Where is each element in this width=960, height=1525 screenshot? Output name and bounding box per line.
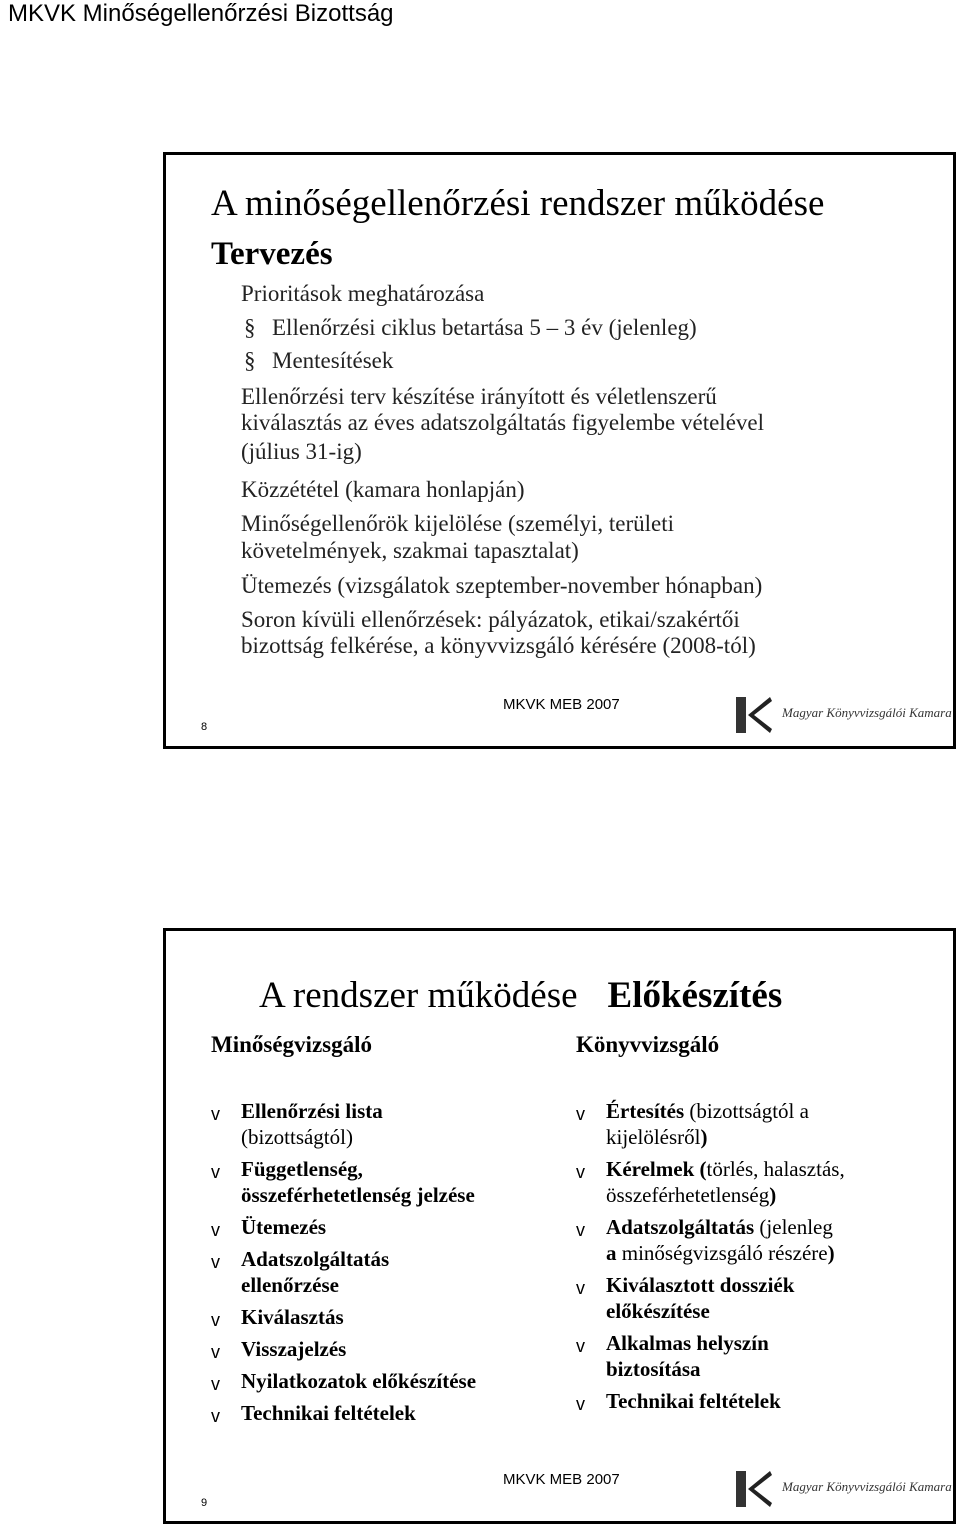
list-item: Kérelmek (törlés, halasztás, [606,1157,845,1181]
list-item: kiválasztás az éves adatszolgáltatás figyelembe vételével [241,410,765,435]
v-bullet-icon: v [211,1104,220,1124]
v-bullet-icon: v [576,1336,585,1356]
section-bullet-icon: § [244,315,256,340]
list-item: Kiválasztás [241,1305,344,1329]
list-item: Alkalmas helyszín [606,1331,769,1355]
list-item: összeférhetetlenség) [606,1183,777,1207]
list-item: összeférhetetlenség jelzése [241,1183,475,1207]
list-item: Adatszolgáltatás [241,1247,390,1271]
list-item: Technikai feltételek [241,1401,416,1425]
list-item: Adatszolgáltatás (jelenleg [606,1215,833,1239]
list-item: Közzététel (kamara honlapján) [241,477,525,502]
v-bullet-icon: v [211,1252,220,1272]
kamara-logo [732,1469,952,1509]
page-number: 9 [201,1497,208,1509]
list-item: Ütemezés [241,1215,327,1239]
list-item: § Ellenőrzési ciklus betartása 5 – 3 év (jelenleg) [244,315,697,340]
list-item: bizottság felkérése, a könyvvizsgáló kérésére (2008-tól) [241,633,756,658]
list-item: kijelölésről) [606,1125,708,1149]
list-item: Ellenőrzési lista [241,1099,383,1123]
slide-footer: MKVK MEB 2007 [503,1471,620,1488]
v-bullet-icon: v [211,1162,220,1182]
v-bullet-icon: v [211,1406,220,1426]
document-header: MKVK Minőségellenőrzési Bizottság [8,0,394,27]
list-item: Nyilatkozatok előkészítése [241,1369,477,1393]
mkvk-logo-icon [732,695,774,735]
list-item: biztosítása [606,1357,701,1381]
v-bullet-icon: v [211,1310,220,1330]
column-header-left: Minőségvizsgáló [211,1032,372,1057]
slide-title: A minőségellenőrzési rendszer működése [211,183,825,224]
list-item: előkészítése [606,1299,710,1323]
v-bullet-icon: v [576,1162,585,1182]
list-item: Kiválasztott dossziék [606,1273,795,1297]
v-bullet-icon: v [576,1220,585,1240]
logo-text: Magyar Könyvvizsgálói Kamara [782,705,952,720]
column-header-right: Könyvvizsgáló [576,1032,720,1057]
slide-footer: MKVK MEB 2007 [503,696,620,713]
v-bullet-icon: v [211,1374,220,1394]
list-item: követelmények, szakmai tapasztalat) [241,538,579,563]
v-bullet-icon: v [211,1220,220,1240]
section-bullet-icon: § [244,348,256,373]
list-item: Értesítés (bizottságtól a [606,1099,809,1123]
v-bullet-icon: v [576,1278,585,1298]
list-item: Ellenőrzési terv készítése irányított és véletlenszerű [241,384,717,409]
list-item: Visszajelzés [241,1337,347,1361]
list-item: § Mentesítések [244,348,394,373]
slide-9 [163,928,956,1524]
kamara-logo [732,695,952,735]
list-item: Technikai feltételek [606,1389,781,1413]
v-bullet-icon: v [576,1104,585,1124]
list-item: (bizottságtól) [241,1125,353,1149]
list-item: Prioritások meghatározása [241,281,485,306]
list-item: a minőségvizsgáló részére) [606,1241,835,1265]
list-item: Függetlenség, [241,1157,363,1181]
list-item: ellenőrzése [241,1273,339,1297]
slide-title: A rendszer működése Előkészítés [259,975,783,1016]
v-bullet-icon: v [211,1342,220,1362]
mkvk-logo-icon [732,1469,774,1509]
slide-subtitle: Tervezés [211,236,333,272]
page-number: 8 [201,721,208,733]
list-item: Minőségellenőrök kijelölése (személyi, területi [241,511,675,536]
list-item: (július 31-ig) [241,439,362,464]
list-item: Ütemezés (vizsgálatok szeptember-november hónapban) [241,573,763,598]
v-bullet-icon: v [576,1394,585,1414]
list-item: Soron kívüli ellenőrzések: pályázatok, etikai/szakértői [241,607,740,632]
logo-text: Magyar Könyvvizsgálói Kamara [782,1479,952,1494]
slide-8 [163,152,956,749]
